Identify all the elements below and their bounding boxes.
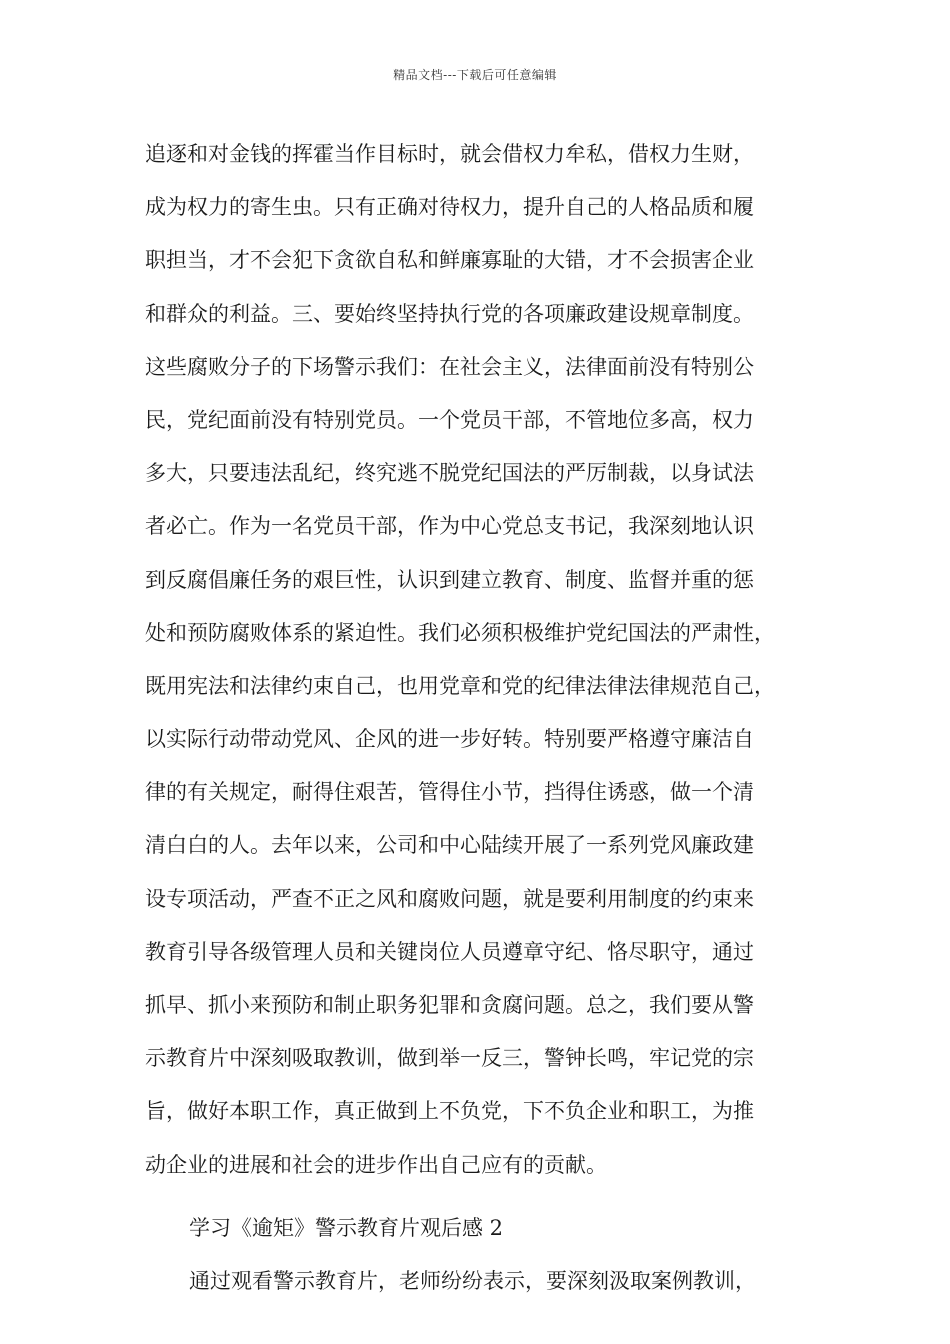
body-line: 律的有关规定，耐得住艰苦，管得住小节，挡得住诱惑，做一个清 [145, 780, 754, 805]
body-line: 到反腐倡廉任务的艰巨性，认识到建立教育、制度、监督并重的惩 [145, 567, 754, 592]
body-line: 清白白的人。去年以来，公司和中心陆续开展了一系列党风廉政建 [145, 833, 754, 858]
body-line: 设专项活动，严查不正之风和腐败问题，就是要利用制度的约束来 [145, 886, 754, 911]
body-line: 教育引导各级管理人员和关键岗位人员遵章守纪、恪尽职守，通过 [145, 939, 754, 964]
body-line: 者必亡。作为一名党员干部，作为中心党总支书记，我深刻地认识 [145, 514, 754, 539]
body-line: 这些腐败分子的下场警示我们：在社会主义，法律面前没有特别公 [145, 354, 754, 379]
body-line: 成为权力的寄生虫。只有正确对待权力，提升自己的人格品质和履 [145, 195, 754, 220]
body-line: 追逐和对金钱的挥霍当作目标时，就会借权力牟私，借权力生财， [145, 142, 754, 166]
body-line: 民，党纪面前没有特别党员。一个党员干部，不管地位多高，权力 [145, 407, 754, 432]
document-body [145, 128, 825, 1308]
page-header: 精品文档---下载后可任意编辑 [393, 68, 557, 82]
body-line: 处和预防腐败体系的紧迫性。我们必须积极维护党纪国法的严肃性， [145, 620, 775, 645]
section-title: 学习《逾矩》警示教育片观后感 2 [189, 1215, 504, 1240]
body-line: 通过观看警示教育片，老师纷纷表示，要深刻汲取案例教训， [189, 1268, 756, 1293]
paragraph-spacer [145, 1192, 825, 1202]
body-line: 以实际行动带动党风、企风的进一步好转。特别要严格遵守廉洁自 [145, 727, 754, 752]
body-line: 和群众的利益。三、要始终坚持执行党的各项廉政建设规章制度。 [145, 301, 754, 326]
body-line: 抓早、抓小来预防和制止职务犯罪和贪腐问题。总之，我们要从警 [145, 993, 754, 1017]
body-line: 旨，做好本职工作，真正做到上不负党，下不负企业和职工，为推 [145, 1099, 754, 1124]
body-line: 职担当，才不会犯下贪欲自私和鲜廉寡耻的大错，才不会损害企业 [145, 248, 754, 273]
body-line: 多大，只要违法乱纪，终究逃不脱党纪国法的严厉制裁，以身试法 [145, 461, 754, 486]
body-line: 动企业的进展和社会的进步作出自己应有的贡献。 [145, 1152, 607, 1177]
body-line: 示教育片中深刻吸取教训，做到举一反三，警钟长鸣，牢记党的宗 [145, 1046, 754, 1071]
body-line: 既用宪法和法律约束自己，也用党章和党的纪律法律法律规范自己， [145, 673, 775, 698]
